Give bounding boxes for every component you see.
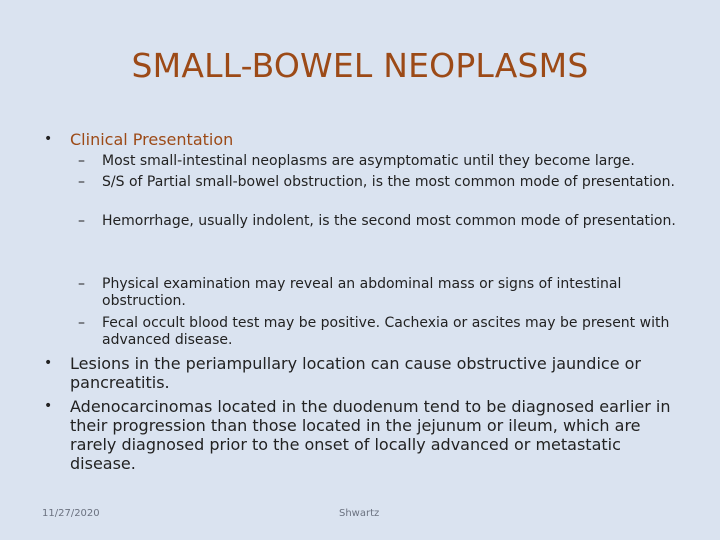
subbullet-text: Most small-intestinal neoplasms are asymptomatic until they become large. (102, 153, 635, 169)
bullet-adenocarcinomas (44, 397, 684, 473)
subbullet-asymptomatic (78, 153, 678, 170)
dash-marker: – (78, 276, 85, 292)
subbullet-fecal-occult (78, 315, 678, 349)
bullet-marker: • (44, 355, 53, 371)
dash-marker: – (78, 213, 85, 229)
bullet-marker: • (44, 398, 53, 414)
slide-title: SMALL-BOWEL NEOPLASMS (131, 46, 589, 85)
subbullet-text: Fecal occult blood test may be positive. Cachexia or ascites may be present with advanced disease. (102, 315, 670, 348)
subbullet-hemorrhage (78, 213, 678, 230)
bullet-clinical-presentation (44, 130, 684, 149)
bullet-periampullary (44, 354, 684, 392)
subbullet-physical-exam (78, 276, 678, 310)
subbullet-text: Hemorrhage, usually indolent, is the second most common mode of presentation. (102, 213, 676, 229)
subbullet-text: Physical examination may reveal an abdominal mass or signs of intestinal obstruction. (102, 276, 622, 309)
subbullet-obstruction (78, 174, 678, 191)
footer-date: 11/27/2020 (42, 508, 100, 519)
footer-source: Shwartz (339, 508, 380, 519)
bullet-text: Adenocarcinomas located in the duodenum tend to be diagnosed earlier in their progression than those located in the jejunum or ileum, which are rarely diagnosed prior to the onset of locally advanced or metastatic disease. (70, 397, 671, 473)
dash-marker: – (78, 174, 85, 190)
bullet-text: Lesions in the periampullary location can cause obstructive jaundice or pancreatitis. (70, 354, 641, 392)
bullet-marker: • (44, 131, 53, 147)
dash-marker: – (78, 315, 85, 331)
bullet-text: Clinical Presentation (70, 130, 234, 149)
subbullet-text: S/S of Partial small-bowel obstruction, is the most common mode of presentation. (102, 174, 675, 190)
dash-marker: – (78, 153, 85, 169)
